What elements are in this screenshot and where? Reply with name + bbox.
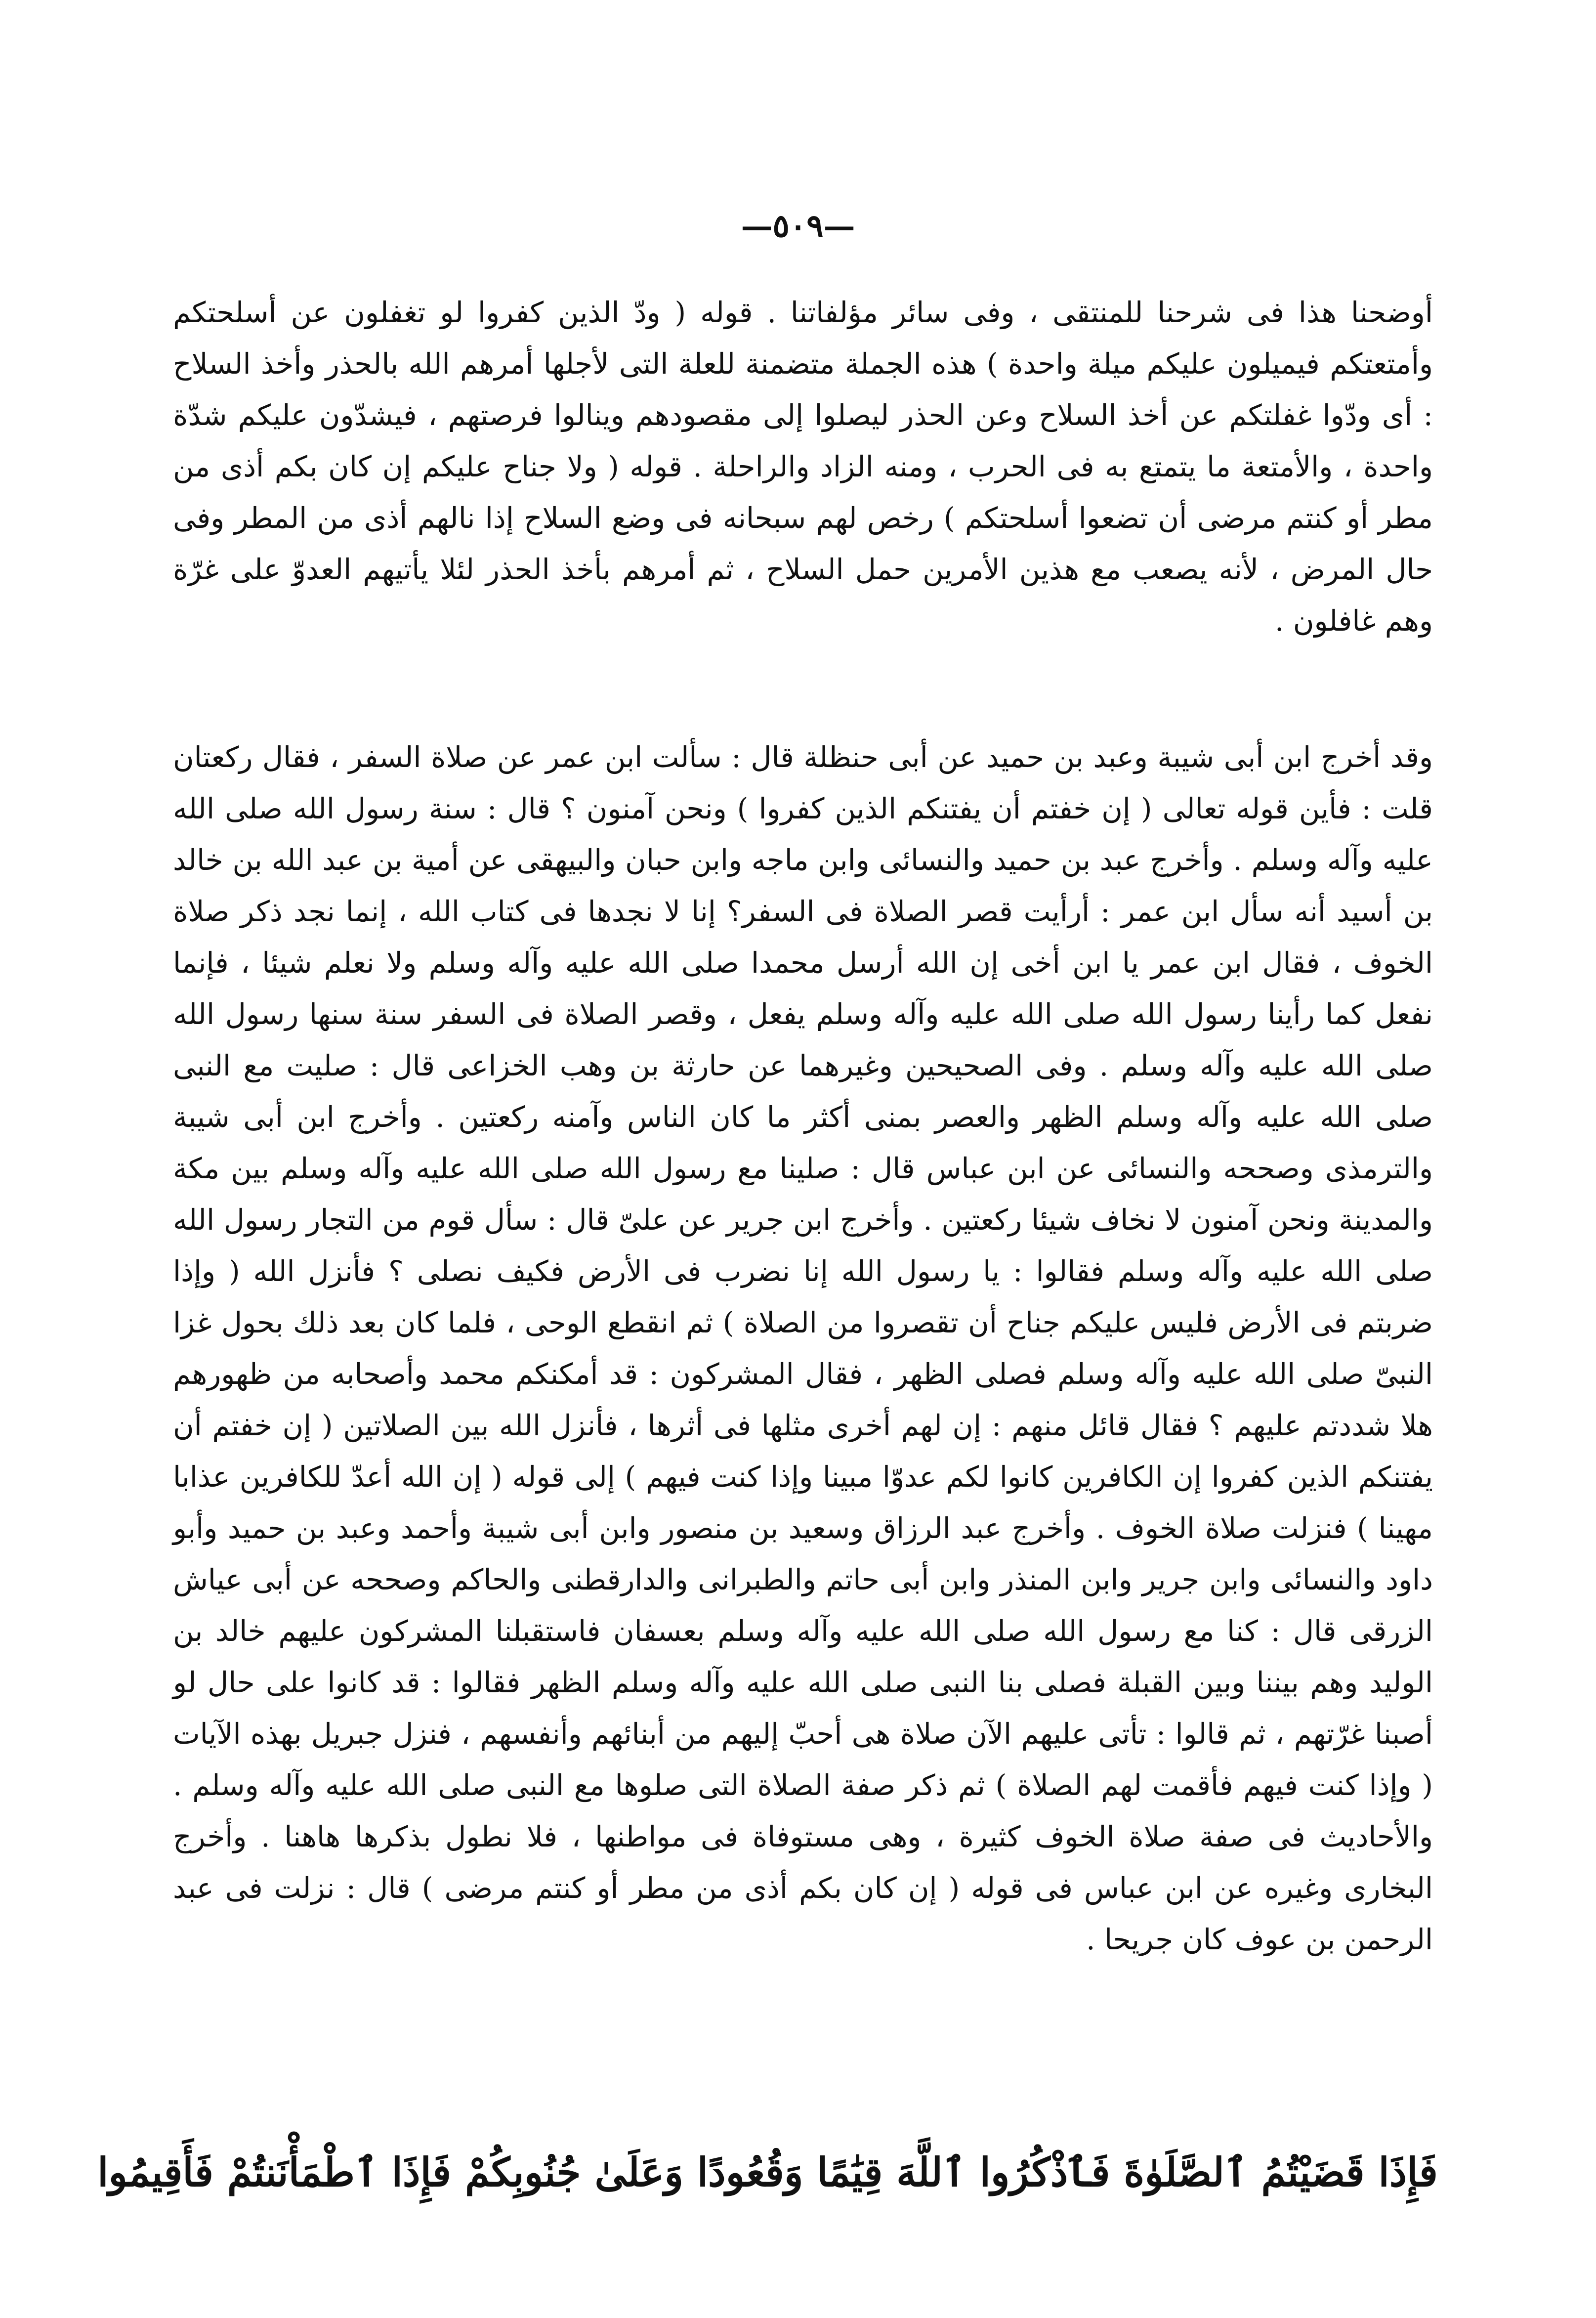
paragraph-text: أوضحنا هذا فى شرحنا للمنتقى ، وفى سائر مؤلفاتنا . قوله ( ودّ الذين كفروا لو تغفلون عن أسلحتكم وأمتعتكم فيميلون عليكم ميلة واحدة ) هذه الجملة متضمنة للعلة التى لأجلها أمرهم الله بالحذر وأخذ السلاح : أى ودّوا غفلتكم عن أخذ السلاح وعن الحذر ليصلوا إلى مقصودهم وينالوا فرصتهم ، فيشدّون عليكم شدّة واحدة ، والأمتعة ما يتمتع به فى الحرب ، ومنه الزاد والراحلة . قوله ( ولا جناح عليكم إن كان بكم أذى من مطر أو كنتم مرضى أن تضعوا أسلحتكم ) رخص لهم سبحانه فى وضع السلاح إذا نالهم أذى من المطر وفى حال المرض ، لأنه يصعب مع هذين الأمرين حمل السلاح ، ثم أمرهم بأخذ الحذر لئلا يأتيهم العدوّ على غرّة وهم غافلون . (173, 296, 1433, 638)
hadith-paragraph (173, 731, 1433, 1965)
commentary-paragraph (173, 287, 1433, 646)
quran-verse: فَإِذَا قَضَيْتُمُ ٱلصَّلَوٰةَ فَٱذْكُرُوا ٱللَّهَ قِيَٰمًا وَقُعُودًا وَعَلَىٰ جُنُوبِكُمْ فَإِذَا ٱطْمَأْنَنتُمْ فَأَقِيمُوا (97, 2149, 1438, 2195)
page-number: —٥٠٩— (741, 208, 855, 245)
paragraph-text: وقد أخرج ابن أبى شيبة وعبد بن حميد عن أبى حنظلة قال : سألت ابن عمر عن صلاة السفر ، فقال ركعتان قلت : فأين قوله تعالى ( إن خفتم أن يفتنكم الذين كفروا ) ونحن آمنون ؟ قال : سنة رسول الله صلى الله عليه وآله وسلم . وأخرج عبد بن حميد والنسائى وابن ماجه وابن حبان والبيهقى عن أمية بن عبد الله بن خالد بن أسيد أنه سأل ابن عمر : أرأيت قصر الصلاة فى السفر؟ إنا لا نجدها فى كتاب الله ، إنما نجد ذكر صلاة الخوف ، فقال ابن عمر يا ابن أخى إن الله أرسل محمدا صلى الله عليه وآله وسلم ولا نعلم شيئا ، فإنما نفعل كما رأينا رسول الله صلى الله عليه وآله وسلم يفعل ، وقصر الصلاة فى السفر سنة سنها رسول الله صلى الله عليه وآله وسلم . وفى الصحيحين وغيرهما عن حارثة بن وهب الخزاعى قال : صليت مع النبى صلى الله عليه وآله وسلم الظهر والعصر بمنى أكثر ما كان الناس وآمنه ركعتين . وأخرج ابن أبى شيبة والترمذى وصححه والنسائى عن ابن عباس قال : صلينا مع رسول الله صلى الله عليه وآله وسلم بين مكة والمدينة ونحن آمنون لا نخاف شيئا ركعتين . وأخرج ابن جرير عن علىّ قال : سأل قوم من التجار رسول الله صلى الله عليه وآله وسلم فقالوا : يا رسول الله إنا نضرب فى الأرض فكيف نصلى ؟ فأنزل الله ( وإذا ضربتم فى الأرض فليس عليكم جناح أن تقصروا من الصلاة ) ثم انقطع الوحى ، فلما كان بعد ذلك بحول غزا النبىّ صلى الله عليه وآله وسلم فصلى الظهر ، فقال المشركون : قد أمكنكم محمد وأصحابه من ظهورهم هلا شددتم عليهم ؟ فقال قائل منهم : إن لهم أخرى مثلها فى أثرها ، فأنزل الله بين الصلاتين ( إن خفتم أن يفتنكم الذين كفروا إن الكافرين كانوا لكم عدوّا مبينا وإذا كنت فيهم ) إلى قوله ( إن الله أعدّ للكافرين عذابا مهينا ) فنزلت صلاة الخوف . وأخرج عبد الرزاق وسعيد بن منصور وابن أبى شيبة وأحمد وعبد بن حميد وأبو داود والنسائى وابن جرير وابن المنذر وابن أبى حاتم والطبرانى والدارقطنى والحاكم وصححه عن أبى عياش الزرقى قال : كنا مع رسول الله صلى الله عليه وآله وسلم بعسفان فاستقبلنا المشركون عليهم خالد بن الوليد وهم بيننا وبين القبلة فصلى بنا النبى صلى الله عليه وآله وسلم الظهر فقالوا : قد كانوا على حال لو أصبنا غرّتهم ، ثم قالوا : تأتى عليهم الآن صلاة هى أحبّ إليهم من أبنائهم وأنفسهم ، فنزل جبريل بهذه الآيات ( وإذا كنت فيهم فأقمت لهم الصلاة ) ثم ذكر صفة الصلاة التى صلوها مع النبى صلى الله عليه وآله وسلم . والأحاديث فى صفة صلاة الخوف كثيرة ، وهى مستوفاة فى مواطنها ، فلا نطول بذكرها هاهنا . وأخرج البخارى وغيره عن ابن عباس فى قوله ( إن كان بكم أذى من مطر أو كنتم مرضى ) قال : نزلت فى عبد الرحمن بن عوف كان جريحا . (173, 740, 1433, 1956)
